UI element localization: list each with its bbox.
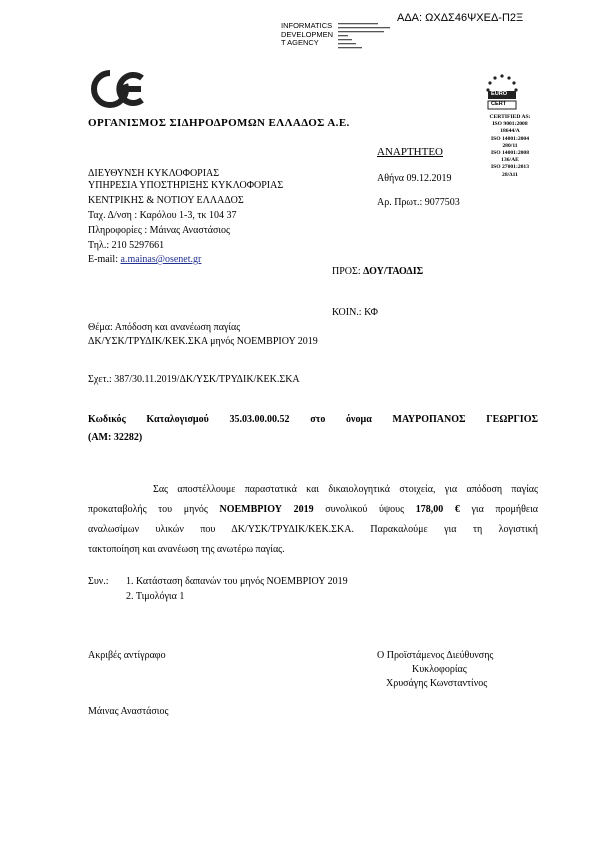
body-fragment: συνολικού ύψους	[325, 504, 405, 515]
cert-line: 280/11	[502, 142, 518, 149]
cc-label: ΚΟΙΝ.:	[332, 307, 362, 318]
protocol-number: Αρ. Πρωτ.: 9077503	[377, 197, 460, 208]
recipient-value: ΔΟΥ/ΤΑΟΔΙΣ	[363, 266, 424, 277]
body-line	[88, 504, 538, 517]
posting-label: ΑΝΑΡΤΗΤΕΟ	[377, 146, 443, 158]
sender-department: ΔΙΕΥΘΥΝΣΗ ΚΥΚΛΟΦΟΡΙΑΣ	[88, 168, 220, 179]
body-amount: 178,00 €	[415, 504, 460, 515]
charge-code-label: Κωδικός Καταλογισμού	[88, 414, 209, 425]
subject-line: ΔΚ/ΥΣΚ/ΤΡΥΔΙΚ/ΚΕΚ.ΣΚΑ μηνός ΝΟΕΜΒΡΙΟΥ 2019	[88, 336, 318, 347]
charge-code-person: ΜΑΥΡΟΠΑΝΟΣ ΓΕΩΡΓΙΟΣ	[392, 414, 539, 425]
cert-line: ISO 9001:2008	[492, 121, 528, 128]
sender-info: Πληροφορίες : Μάινας Αναστάσιος	[88, 225, 231, 236]
body-month: ΝΟΕΜΒΡΙΟΥ 2019	[219, 504, 314, 515]
signature-title: Ο Προϊστάμενος Διεύθυνσης	[377, 650, 494, 661]
seal-top-text: EURO	[491, 91, 508, 97]
attachment-item: 1. Κατάσταση δαπανών του μηνός ΝΟΕΜΒΡΙΟΥ 2019	[126, 576, 348, 587]
recipient-label: ΠΡΟΣ:	[332, 266, 361, 277]
cert-line: ISO 27001:2013	[490, 164, 530, 171]
document-date: Αθήνα 09.12.2019	[377, 173, 452, 184]
signature-name: Χρυσάγης Κωνσταντίνος	[386, 678, 488, 689]
body-line: Σας αποστέλλουμε παραστατικά και δικαιολογητικά στοιχεία, για απόδοση παγίας	[153, 484, 538, 495]
cert-line: ISO 14001:2008	[490, 150, 530, 157]
email-label: E-mail:	[88, 254, 118, 265]
informatics-logo-line: INFORMATICS	[281, 21, 333, 30]
informatics-logo	[281, 22, 333, 48]
sender-phone: Τηλ.: 210 5297661	[88, 240, 165, 251]
sender-service: ΥΠΗΡΕΣΙΑ ΥΠΟΣΤΗΡΙΞΗΣ ΚΥΚΛΟΦΟΡΙΑΣ	[88, 180, 284, 191]
recipient-row	[332, 266, 423, 278]
ose-logo-icon	[88, 70, 146, 108]
attachments-label: Συν.:	[88, 576, 109, 587]
organisation-name: ΟΡΓΑΝΙΣΜΟΣ ΣΙΔΗΡΟΔΡΟΜΩΝ ΕΛΛΑΔΟΣ Α.Ε.	[88, 117, 350, 129]
cert-line: 18644/A	[500, 128, 520, 135]
charge-code-number: 35.03.00.00.52	[229, 414, 290, 425]
seal-bottom-text: CERT	[491, 101, 507, 107]
true-copy-label: Ακριβές αντίγραφο	[88, 650, 166, 661]
cert-line: ISO 14001:2004	[490, 135, 530, 142]
cc-row	[332, 307, 378, 319]
charge-code-line	[88, 414, 538, 428]
informatics-logo-line: DEVELOPMEN	[281, 29, 334, 39]
cc-value: ΚΦ	[364, 307, 378, 318]
attachment-item: 2. Τιμολόγια 1	[126, 591, 185, 602]
cert-line: CERTIFIED AS:	[489, 114, 531, 120]
subject-line: Θέμα: Απόδοση και ανανέωση παγίας	[88, 322, 241, 333]
reference-line: Σχετ.: 387/30.11.2019/ΔΚ/ΥΣΚ/ΤΡΥΔΙΚ/ΚΕΚ.ΣΚΑ	[88, 374, 300, 385]
body-line: τακτοποίηση και ανανέωση της ανωτέρω παγίας.	[88, 544, 285, 555]
ada-code: ΑΔΑ: ΩΧΔΣ46ΨΧΕΔ-Π2Ξ	[397, 12, 524, 24]
signature-department: Κυκλοφορίας	[412, 664, 467, 675]
informatics-logo-line: T AGENCY	[281, 38, 319, 47]
body-fragment: για προμήθεια	[471, 504, 539, 515]
email-link[interactable]: a.mainas@osenet.gr	[120, 254, 202, 265]
informatics-logo-fineprint	[338, 22, 398, 54]
copier-name: Μάινας Αναστάσιος	[88, 706, 169, 717]
sender-email-row	[88, 254, 201, 266]
cert-line: 136/AE	[501, 157, 519, 164]
body-fragment: προκαταβολής του μηνός	[88, 504, 208, 515]
cert-line: 28/Δ11	[502, 171, 518, 178]
certification-list	[478, 114, 542, 179]
charge-code-am: (ΑΜ: 32282)	[88, 432, 143, 443]
charge-code-in-name: στο όνομα	[310, 414, 372, 425]
sender-address: Ταχ. Δ/νση : Καρόλου 1-3, τκ 104 37	[88, 210, 237, 221]
sender-region: ΚΕΝΤΡΙΚΗΣ & ΝΟΤΙΟΥ ΕΛΛΑΔΟΣ	[88, 195, 244, 206]
body-line: αναλωσίμων υλικών που ΔΚ/ΥΣΚ/ΤΡΥΔΙΚ/ΚΕΚ.ΣΚΑ. Παρακαλούμε για τη λογιστική	[88, 524, 538, 535]
